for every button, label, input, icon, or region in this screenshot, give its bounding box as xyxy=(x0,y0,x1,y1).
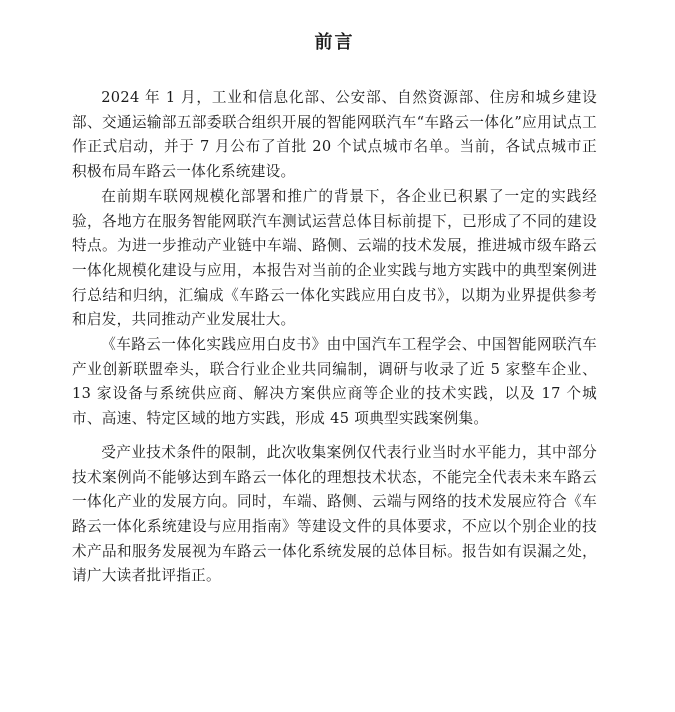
page-title: 前言 xyxy=(314,32,355,53)
paragraph-2: 在前期车联网规模化部署和推广的背景下，各企业已积累了一定的实践经验，各地方在服务智能网联汽车测试运营总体目标前提下，已形成了不同的建设特点。为进一步推动产业链中车端、路侧、云端的技术发展，推进城市级车路云一体化规模化建设与应用，本报告对当前的企业实践与地方实践中的典型案例进行总结和归纳，汇编成《车路云一体化实践应用白皮书》，以期为业界提供参考和启发，共同推动产业发展壮大。 xyxy=(72,187,597,329)
paragraph-3: 《车路云一体化实践应用白皮书》由中国汽车工程学会、中国智能网联汽车产业创新联盟牵头，联合行业企业共同编制，调研与收录了近 5 家整车企业、13 家设备与系统供应商、解决方案供应商等企业的技术实践，以及 17 个城市、高速、特定区域的地方实践，形成 45 项典型实践案例集。 xyxy=(72,336,597,428)
paragraph-1: 2024 年 1 月，工业和信息化部、公安部、自然资源部、住房和城乡建设部、交通运输部五部委联合组织开展的智能网联汽车“车路云一体化”应用试点工作正式启动，并于 7 月公布了首批 20 个试点城市名单。当前，各试点城市正积极布局车路云一体化系统建设。 xyxy=(72,89,597,181)
paragraph-4: 受产业技术条件的限制，此次收集案例仅代表行业当时水平能力，其中部分技术案例尚不能够达到车路云一体化的理想技术状态，不能完全代表未来车路云一体化产业的发展方向。同时，车端、路侧、云端与网络的技术发展应符合《车路云一体化系统建设与应用指南》等建设文件的具体要求，不应以个别企业的技术产品和服务发展视为车路云一体化系统发展的总体目标。报告如有误漏之处，请广大读者批评指正。 xyxy=(72,443,597,585)
